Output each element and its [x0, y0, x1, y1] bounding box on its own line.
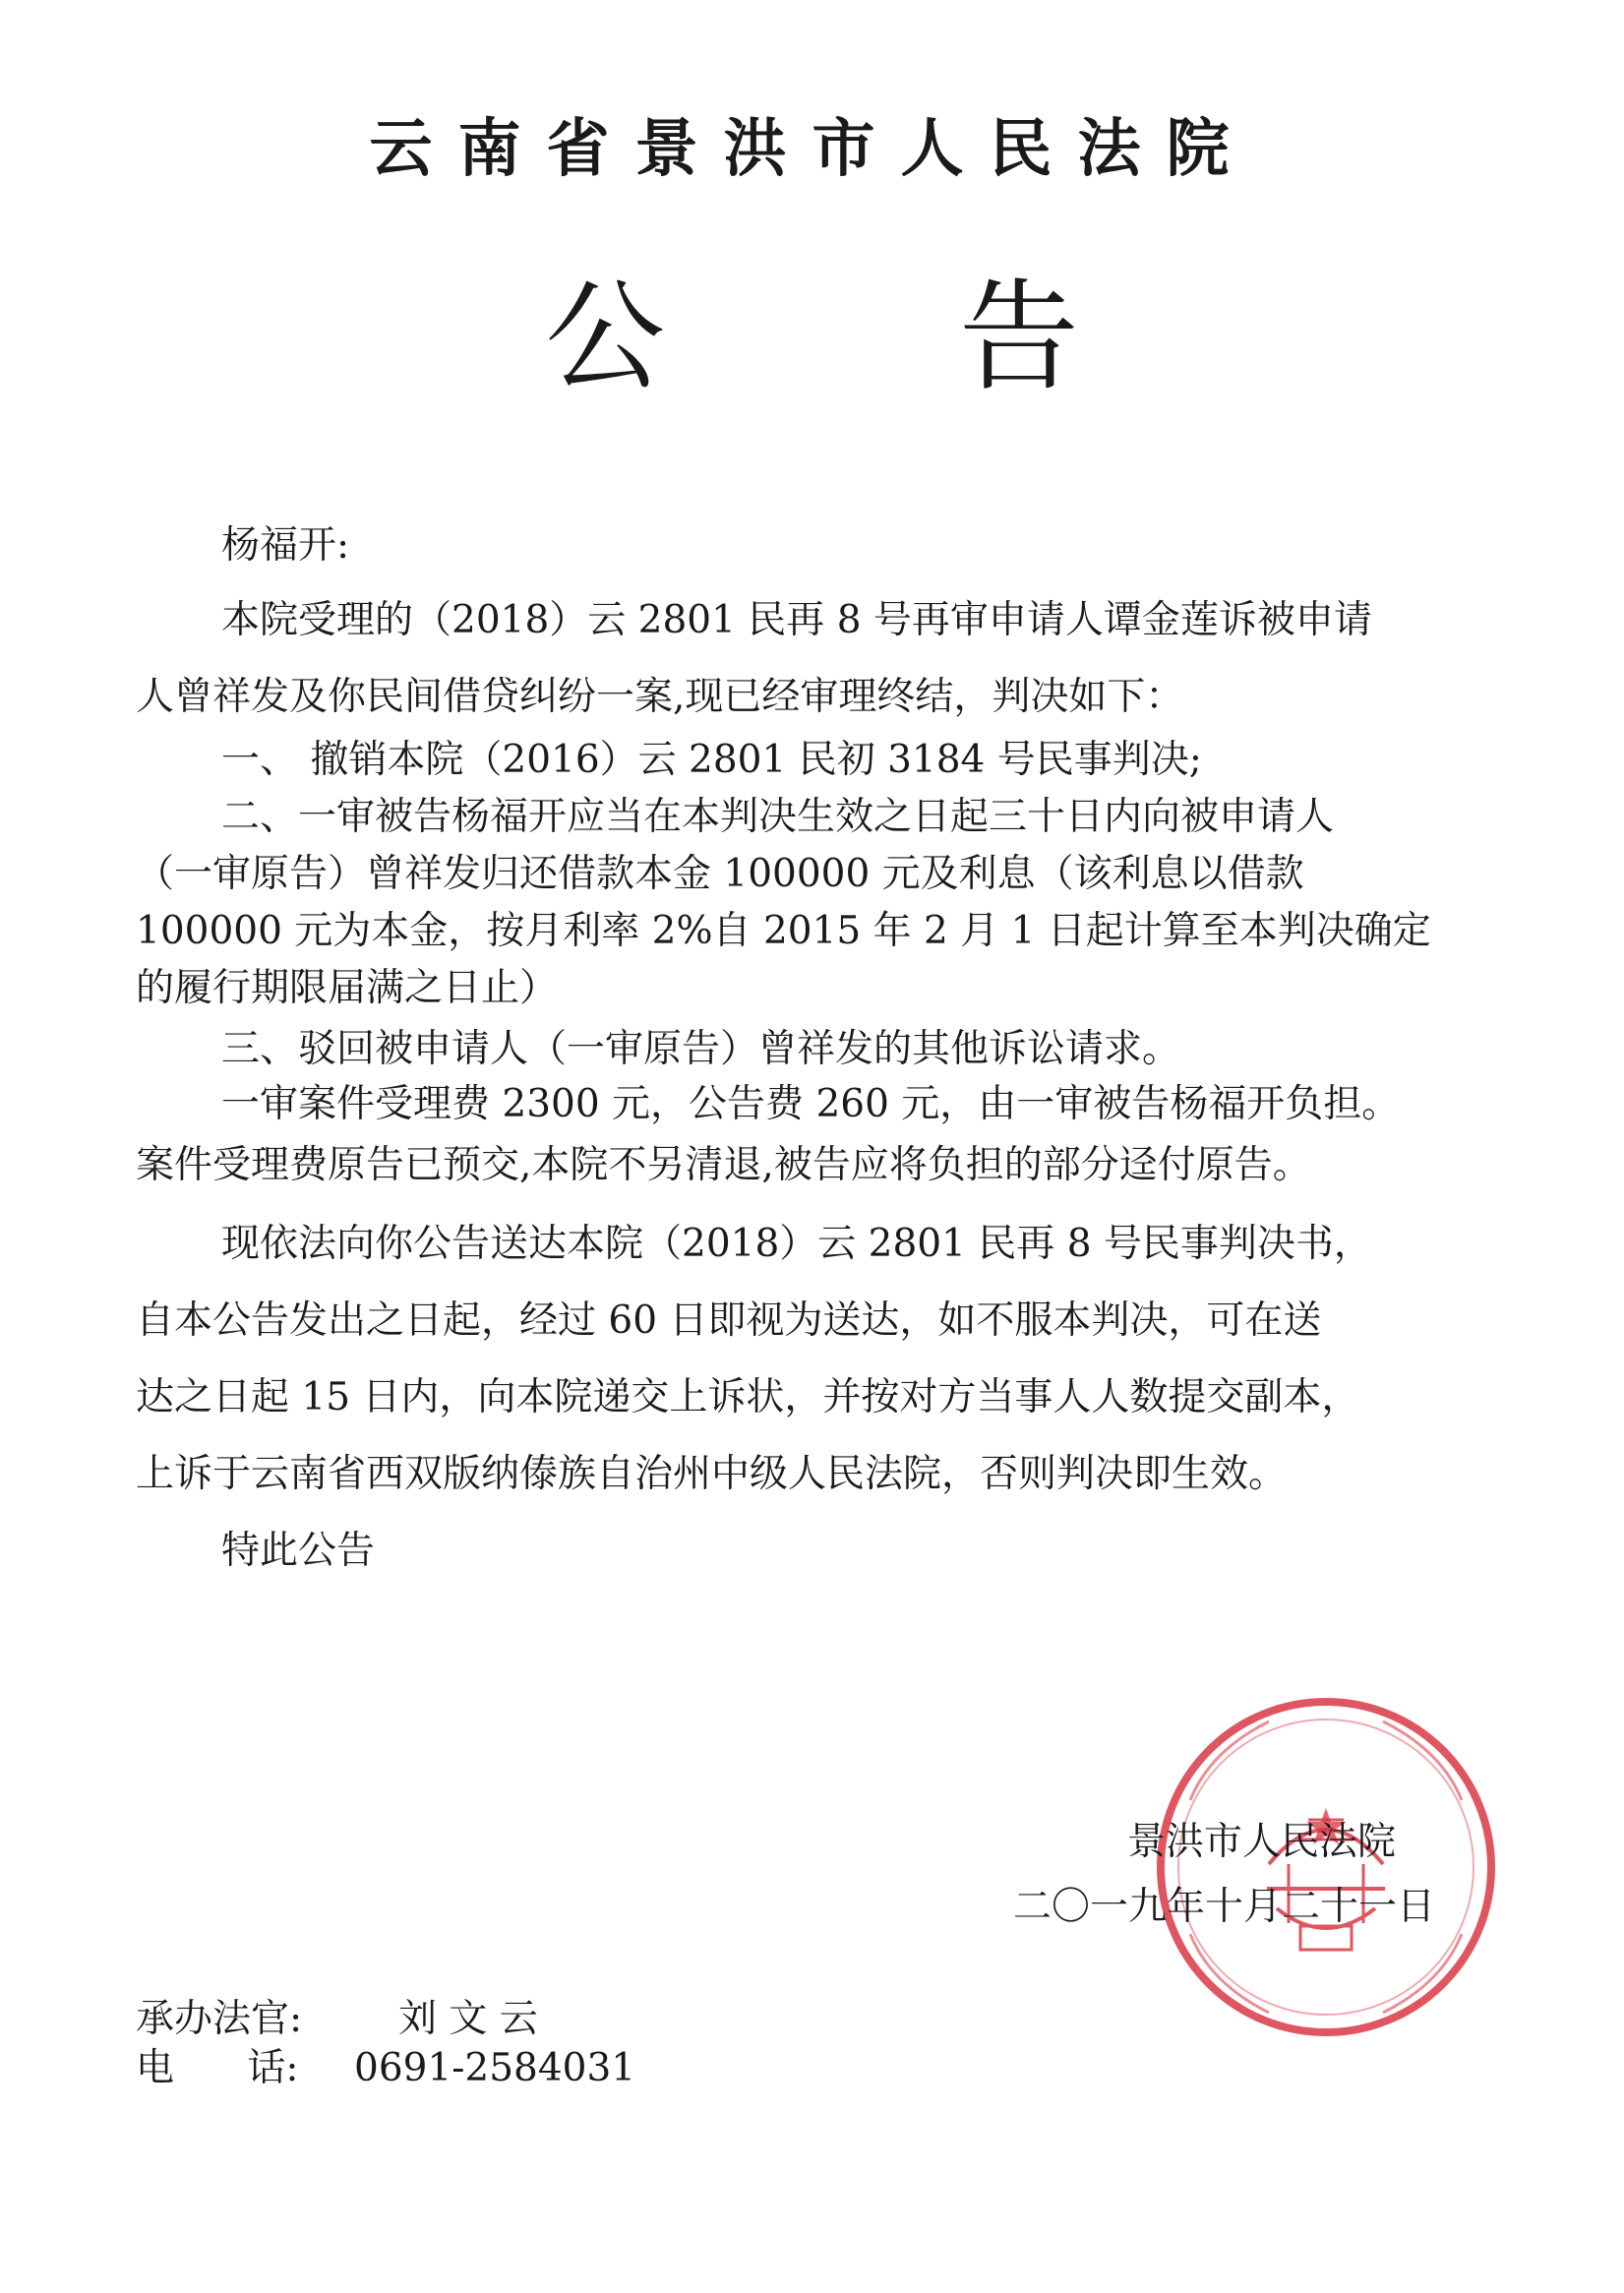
body-line-9: 一审案件受理费 2300 元，公告费 260 元，由一审被告杨福开负担。 — [221, 1082, 1401, 1126]
body-line-2: 人曾祥发及你民间借贷纠纷一案,现已经审理终结，判决如下： — [136, 675, 1184, 719]
document-title: 公 告 — [545, 268, 1207, 407]
body-line-10: 案件受理费原告已预交,本院不另清退,被告应将负担的部分迳付原告。 — [136, 1143, 1311, 1187]
closing-line: 特此公告 — [221, 1529, 376, 1573]
judge-label: 承办法官: — [136, 1997, 303, 2041]
judge-name: 刘 文 云 — [398, 1997, 538, 2041]
phone-label: 电 话: — [136, 2046, 299, 2090]
body-line-14: 上诉于云南省西双版纳傣族自治州中级人民法院，否则判决即生效。 — [136, 1452, 1288, 1496]
court-seal-icon — [1151, 1692, 1501, 2042]
addressee: 杨福开: — [221, 523, 350, 568]
phone-number: 0691-2584031 — [354, 2046, 636, 2090]
body-line-8: 三、驳回被申请人（一审原告）曾祥发的其他诉讼请求。 — [221, 1027, 1181, 1071]
body-line-13: 达之日起 15 日内，向本院递交上诉状，并按对方当事人人数提交副本， — [136, 1375, 1360, 1419]
body-line-1: 本院受理的（2018）云 2801 民再 8 号再审申请人谭金莲诉被申请 — [221, 598, 1372, 642]
signature-date: 二〇一九年十月二十一日 — [1013, 1885, 1436, 1929]
signature-court: 景洪市人民法院 — [1127, 1820, 1397, 1864]
body-line-6: 100000 元为本金，按月利率 2%自 2015 年 2 月 1 日起计算至本判决确定 — [136, 909, 1431, 953]
body-line-4: 二、一审被告杨福开应当在本判决生效之日起三十日内向被申请人 — [221, 795, 1335, 839]
body-line-11: 现依法向你公告送达本院（2018）云 2801 民再 8 号民事判决书， — [221, 1222, 1372, 1266]
body-line-7: 的履行期限届满之日止） — [136, 966, 559, 1010]
body-line-12: 自本公告发出之日起，经过 60 日即视为送达，如不服本判决，可在送 — [136, 1298, 1322, 1343]
body-line-5: （一审原告）曾祥发归还借款本金 100000 元及利息（该利息以借款 — [136, 852, 1304, 896]
court-name: 云南省景洪市人民法院 — [369, 113, 1255, 186]
body-line-3: 一、 撤销本院（2016）云 2801 民初 3184 号民事判决; — [221, 738, 1202, 782]
